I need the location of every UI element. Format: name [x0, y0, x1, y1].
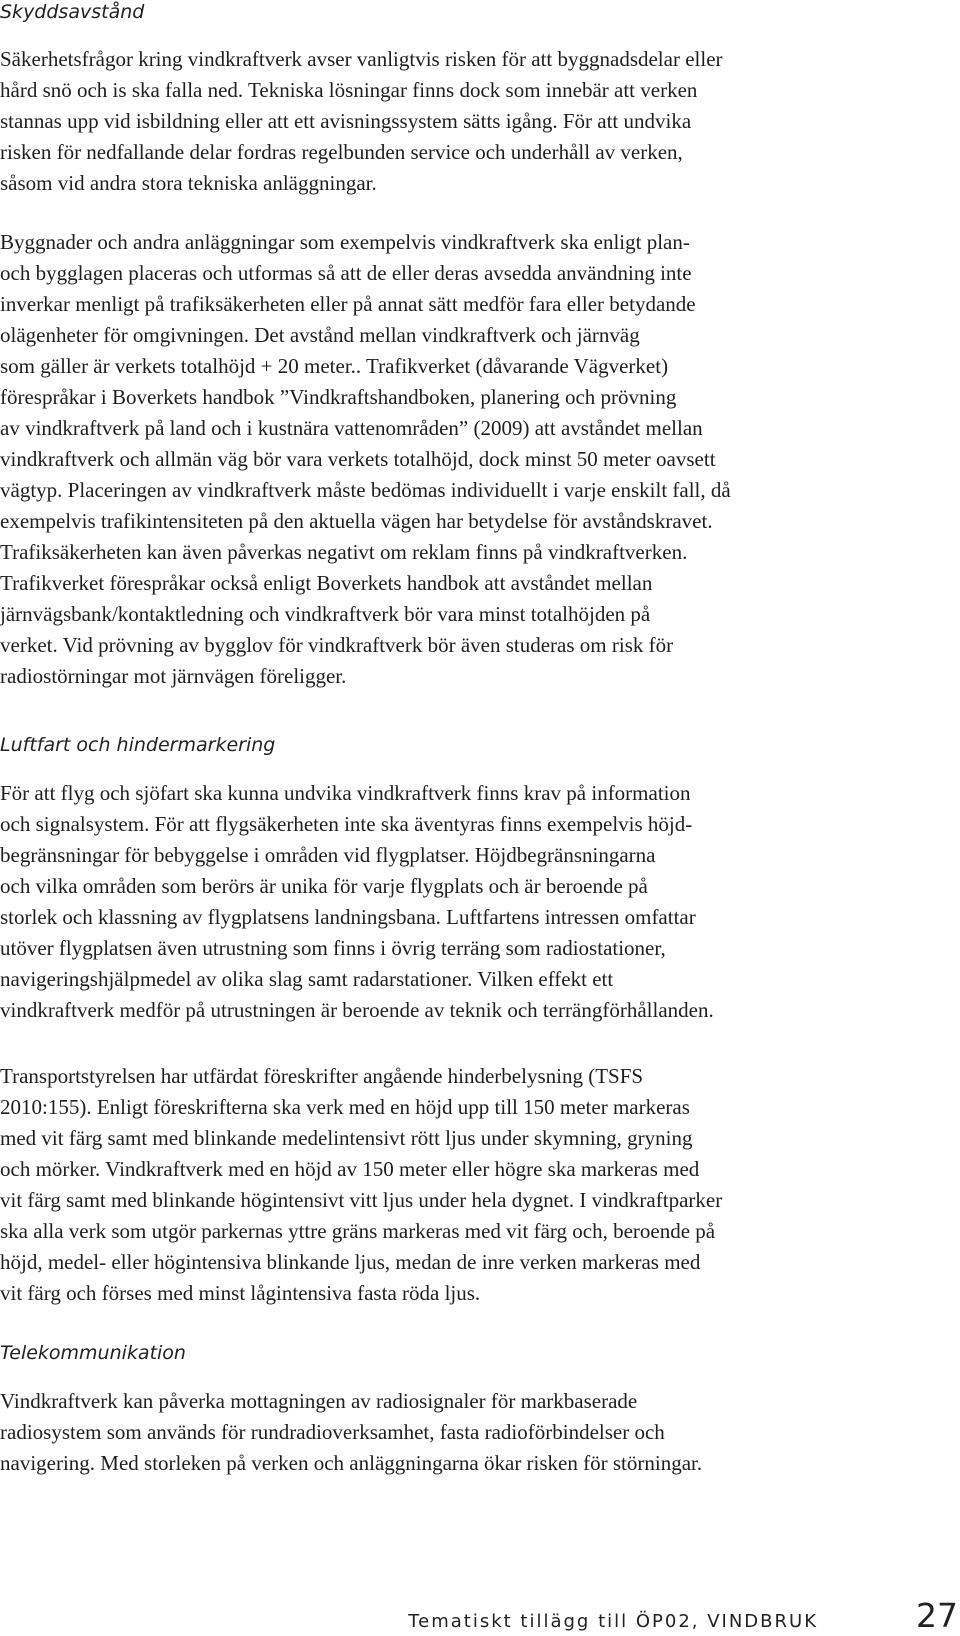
- text-line: med vit färg samt med blinkande medelintensivt rött ljus under skymning, gryning: [0, 1126, 693, 1150]
- text-line: som gäller är verkets totalhöjd + 20 meter.. Trafikverket (dåvarande Vägverket): [0, 354, 669, 378]
- paragraph-telekommunikation-1: [0, 1386, 702, 1479]
- text-line: 2010:155). Enligt föreskrifterna ska verk med en höjd upp till 150 meter markeras: [0, 1095, 690, 1119]
- text-line: Vindkraftverk kan påverka mottagningen av radiosignaler för markbaserade: [0, 1389, 638, 1413]
- text-line: Trafikverket förespråkar också enligt Boverkets handbok att avståndet mellan: [0, 571, 653, 595]
- text-line: radiostörningar mot järnvägen föreligger.: [0, 664, 347, 688]
- text-line: vit färg samt med blinkande högintensivt vitt ljus under hela dygnet. I vindkraftparker: [0, 1188, 723, 1212]
- section-heading-telekommunikation: Telekommunikation: [0, 1342, 186, 1364]
- paragraph-skyddsavstand-1: [0, 44, 723, 199]
- text-line: navigeringshjälpmedel av olika slag samt radarstationer. Vilken effekt ett: [0, 967, 614, 991]
- footer-document-title: Tematiskt tillägg till ÖP02, VINDBRUK: [408, 1611, 818, 1632]
- text-line: vindkraftverk medför på utrustningen är beroende av teknik och terrängförhållanden.: [0, 998, 714, 1022]
- text-line: risken för nedfallande delar fordras regelbunden service och underhåll av verken,: [0, 140, 683, 164]
- text-line: Säkerhetsfrågor kring vindkraftverk avser vanligtvis risken för att byggnadsdelar eller: [0, 47, 723, 71]
- text-line: av vindkraftverk på land och i kustnära vattenområden” (2009) att avståndet mellan: [0, 416, 703, 440]
- text-line: och mörker. Vindkraftverk med en höjd av 150 meter eller högre ska markeras med: [0, 1157, 700, 1181]
- text-line: och vilka områden som berörs är unika för varje flygplats och är beroende på: [0, 874, 648, 898]
- text-line: järnvägsbank/kontaktledning och vindkraftverk bör vara minst totalhöjden på: [0, 602, 651, 626]
- text-line: vindkraftverk och allmän väg bör vara verkets totalhöjd, dock minst 50 meter oavsett: [0, 447, 716, 471]
- page-number: 27: [916, 1596, 958, 1635]
- text-line: och bygglagen placeras och utformas så att de eller deras avsedda användning inte: [0, 261, 692, 285]
- text-line: ska alla verk som utgör parkernas yttre gräns markeras med vit färg och, beroende på: [0, 1219, 716, 1243]
- text-line: begränsningar för bebyggelse i områden vid flygplatser. Höjdbegränsningarna: [0, 843, 656, 867]
- text-line: olägenheter för omgivningen. Det avstånd mellan vindkraftverk och järnväg: [0, 323, 640, 347]
- text-line: exempelvis trafikintensiteten på den aktuella vägen har betydelse för avståndskravet.: [0, 509, 713, 533]
- text-line: hård snö och is ska falla ned. Tekniska lösningar finns dock som innebär att verken: [0, 78, 698, 102]
- text-line: höjd, medel- eller högintensiva blinkande ljus, medan de inre verken markeras med: [0, 1250, 701, 1274]
- paragraph-skyddsavstand-2: [0, 227, 731, 692]
- text-line: och signalsystem. För att flygsäkerheten inte ska äventyras finns exempelvis höjd-: [0, 812, 693, 836]
- text-line: För att flyg och sjöfart ska kunna undvika vindkraftverk finns krav på information: [0, 781, 691, 805]
- text-line: vägtyp. Placeringen av vindkraftverk måste bedömas individuellt i varje enskilt fall, då: [0, 478, 731, 502]
- text-line: verket. Vid prövning av bygglov för vindkraftverk bör även studeras om risk för: [0, 633, 674, 657]
- text-line: navigering. Med storleken på verken och anläggningarna ökar risken för störningar.: [0, 1451, 703, 1475]
- text-line: utöver flygplatsen även utrustning som finns i övrig terräng som radiostationer,: [0, 936, 666, 960]
- section-heading-luftfart: Luftfart och hindermarkering: [0, 734, 276, 756]
- text-line: Transportstyrelsen har utfärdat föreskrifter angående hinderbelysning (TSFS: [0, 1064, 644, 1088]
- text-line: Byggnader och andra anläggningar som exempelvis vindkraftverk ska enligt plan-: [0, 230, 690, 254]
- paragraph-luftfart-2: [0, 1061, 722, 1309]
- text-line: inverkar menligt på trafiksäkerheten eller på annat sätt medför fara eller betydande: [0, 292, 696, 316]
- section-heading-skyddsavstand: Skyddsavstånd: [0, 1, 145, 23]
- text-line: vit färg och förses med minst lågintensiva fasta röda ljus.: [0, 1281, 481, 1305]
- text-line: såsom vid andra stora tekniska anläggningar.: [0, 171, 377, 195]
- text-line: stannas upp vid isbildning eller att ett avisningssystem sätts igång. För att undvika: [0, 109, 692, 133]
- paragraph-luftfart-1: [0, 778, 714, 1026]
- text-line: Trafiksäkerheten kan även påverkas negativt om reklam finns på vindkraftverken.: [0, 540, 688, 564]
- text-line: förespråkar i Boverkets handbok ”Vindkraftshandboken, planering och prövning: [0, 385, 677, 409]
- text-line: storlek och klassning av flygplatsens landningsbana. Luftfartens intressen omfattar: [0, 905, 696, 929]
- text-line: radiosystem som används för rundradioverksamhet, fasta radioförbindelser och: [0, 1420, 665, 1444]
